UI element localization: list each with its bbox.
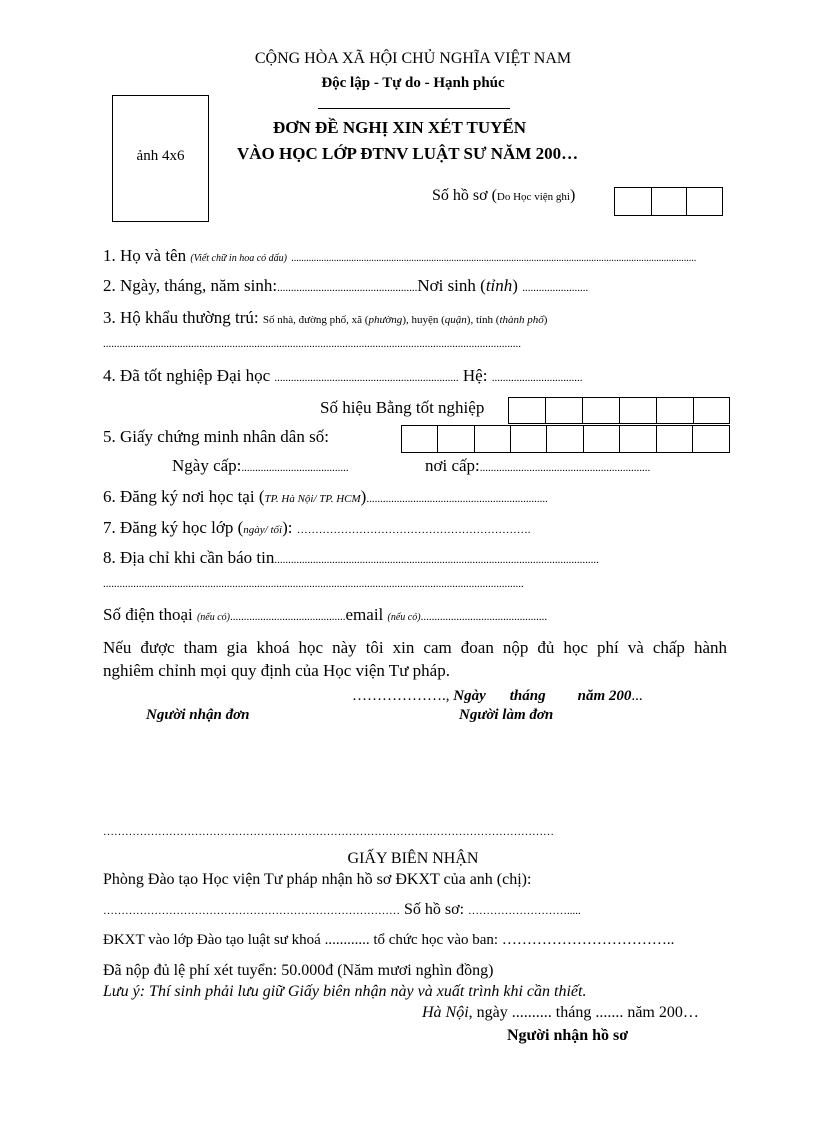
header-underline	[318, 108, 510, 109]
receiver-signature-label: Người nhận đơn	[146, 707, 250, 723]
diploma-label: Số hiệu Bằng tốt nghiệp	[320, 398, 485, 417]
class-field[interactable]: 7. Đăng ký học lớp (ngày/ tối): ……………………………………………………….	[103, 518, 531, 537]
full-name-field[interactable]: 1. Họ và tên (Viết chữ in hoa có dấu) ..................................................................................................................................................................	[103, 246, 697, 265]
residence-field[interactable]: 3. Hộ khẩu thường trú: Số nhà, đường phố, xã (phường), huyện (quận), tỉnh (thành phố)	[103, 308, 548, 327]
form-title-line1: ĐƠN ĐỀ NGHỊ XIN XÉT TUYỂN	[273, 118, 526, 137]
study-place-field[interactable]: 6. Đăng ký nơi học tại (TP. Hà Nội/ TP. HCM)..................................................................	[103, 487, 548, 506]
motto: Độc lập - Tự do - Hạnh phúc	[321, 75, 505, 91]
photo-box	[112, 95, 209, 222]
id-number-label: 5. Giấy chứng minh nhân dân số:	[103, 427, 329, 446]
dob-field[interactable]: 2. Ngày, tháng, năm sinh:...................................................Nơi sinh (tỉnh) ........................	[103, 276, 589, 295]
file-number-boxes[interactable]	[614, 187, 723, 216]
receipt-note: Lưu ý: Thí sinh phải lưu giữ Giấy biên nhận này và xuất trình khi cần thiết.	[103, 983, 587, 1000]
receipt-course-line[interactable]: ĐKXT vào lớp Đào tạo luật sư khoá ............ tổ chức học vào ban: ……………………………..	[103, 932, 675, 948]
applicant-signature-label: Người làm đơn	[459, 707, 554, 723]
photo-box-label: ảnh 4x6	[136, 148, 185, 164]
id-number-boxes[interactable]	[401, 425, 730, 453]
contact-address-dots[interactable]: .........................................................................................................................................................	[103, 578, 524, 590]
contact-address-field[interactable]: 8. Địa chỉ khi cần báo tin......................................................................................................................	[103, 548, 599, 567]
receipt-line1: Phòng Đào tạo Học viện Tư pháp nhận hồ sơ ĐKXT của anh (chị):	[103, 871, 532, 888]
signature-date: ………………., Ngày tháng năm 200...	[352, 688, 643, 704]
receipt-title: GIẤY BIÊN NHẬN	[347, 850, 479, 867]
nation-name: CỘNG HÒA XÃ HỘI CHỦ NGHĨA VIỆT NAM	[254, 50, 572, 67]
receipt-date: Hà Nội, ngày .......... tháng ....... năm 200…	[422, 1004, 699, 1021]
receipt-signer: Người nhận hồ sơ	[507, 1027, 629, 1044]
residence-dots[interactable]: ........................................................................................................................................................	[103, 338, 521, 350]
phone-email-field[interactable]: Số điện thoại (nếu có)..........................................email (nếu có)..............................................	[103, 605, 548, 624]
cut-line: ……………………………………………………………………………………………………………	[103, 826, 554, 838]
receipt-fee-line: Đã nộp đủ lệ phí xét tuyển: 50.000đ (Năm mươi nghìn đồng)	[103, 962, 494, 979]
pledge-line2: nghiêm chỉnh mọi quy định của Học viện Tư pháp.	[103, 661, 450, 680]
issue-date-field[interactable]: Ngày cấp:.......................................	[172, 456, 349, 475]
file-number-label: Số hồ sơ (Do Học viện ghi)	[432, 187, 576, 204]
pledge-line1: Nếu được tham gia khoá học này tôi xin cam đoan nộp đủ học phí và chấp hành	[103, 638, 727, 657]
form-title-line2: VÀO HỌC LỚP ĐTNV LUẬT SƯ NĂM 200…	[237, 144, 579, 163]
diploma-number-boxes[interactable]	[508, 397, 730, 424]
graduated-field[interactable]: 4. Đã tốt nghiệp Đại học ................................................................... Hệ: .................................	[103, 366, 583, 385]
receipt-file-number[interactable]: ……………………………………………………………………… Số hồ sơ: ……………………….....	[103, 901, 581, 918]
issue-place-field[interactable]: nơi cấp:..............................................................	[425, 456, 651, 475]
